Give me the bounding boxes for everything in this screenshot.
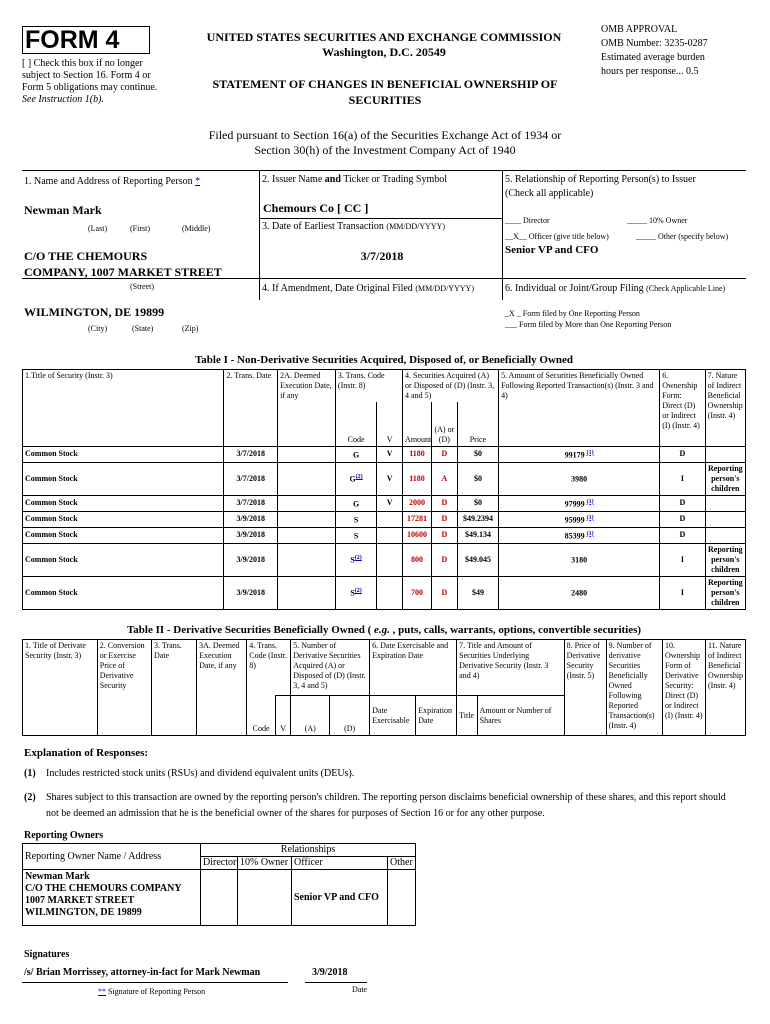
table-row (23, 576, 746, 609)
table-row (23, 527, 746, 543)
middle-label: (Middle) (182, 224, 211, 233)
t1-cell-owned (499, 527, 660, 543)
t2-s-code: Code (247, 696, 276, 736)
t1-cell-date: 3/7/2018 (224, 495, 278, 511)
t1-cell-nature: Reporting person's children (705, 576, 745, 609)
street-line-2: COMPANY, 1007 MARKET STREET (24, 265, 222, 279)
statement-title: STATEMENT OF CHANGES IN BENEFICIAL OWNERSHIP OF SECURITIES (212, 77, 558, 107)
other-option: _____ Other (specify below) (636, 232, 729, 241)
t1-cell-title: Common Stock (23, 527, 224, 543)
owner-name-address: Newman Mark C/O THE CHEMOURS COMPANY 1007 MARKET STREET WILMINGTON, DE 19899 (23, 870, 201, 926)
t1-cell-v: V (377, 446, 403, 462)
t1-cell-v: V (377, 462, 403, 495)
t1-cell-form: D (660, 446, 705, 462)
t2-s-exercisable: Date Exercisable (370, 696, 416, 736)
t1-h-ownership: 6. Ownership Form: Direct (D) or Indirect (I) (Instr. 4) (660, 370, 705, 447)
t1-cell-code (335, 462, 376, 495)
filed-pursuant: Filed pursuant to Section 16(a) of the Securities Exchange Act of 1934 or Section 30(h) of the Investment Company Act of 1940 (208, 128, 562, 157)
t1-cell-code (335, 495, 376, 511)
t1-cell-form: I (660, 576, 705, 609)
t2-h8: 8. Price of Derivative Security (Instr. 5) (564, 640, 606, 736)
t1-cell-price: $49 (457, 576, 498, 609)
owner-director-cell (201, 870, 238, 926)
first-label: (First) (130, 224, 150, 233)
t2-h6: 6. Date Exercisable and Expiration Date (370, 640, 457, 696)
earliest-date: 3/7/2018 (360, 249, 404, 263)
t1-cell-nature (705, 511, 745, 527)
signature-label: ** Signature of Reporting Person (98, 987, 206, 996)
table-row (23, 495, 746, 511)
t1-cell-owned (499, 511, 660, 527)
note-text: Includes restricted stock units (RSUs) and dividend equivalent units (DEUs). (46, 768, 355, 779)
t2-h3a: 3A. Deemed Execution Date, if any (197, 640, 247, 736)
t1-code-text: G (349, 474, 356, 484)
earliest-date-label: 3. Date of Earliest Transaction (MM/DD/YYYY) (262, 221, 446, 232)
t1-owned-footnote-link[interactable]: (1) (586, 449, 594, 456)
t1-owned-text: 85399 (564, 531, 585, 541)
street-label: (Street) (130, 282, 154, 291)
filing-label: 6. Individual or Joint/Group Filing (Check Applicable Line) (505, 283, 726, 294)
t1-cell-owned (499, 543, 660, 576)
t1-h-sub-code: Code (335, 402, 376, 446)
t1-h-code: 3. Trans. Code (Instr. 8) (335, 370, 402, 403)
t1-cell-title: Common Stock (23, 543, 224, 576)
omb-approval: OMB APPROVAL OMB Number: 3235-0287 Estimated average burden hours per response... 0.5 (601, 24, 708, 77)
table1 (22, 369, 746, 610)
t2-h3: 3. Trans. Date (152, 640, 197, 736)
form-title: FORM 4 (25, 26, 120, 54)
last-label: (Last) (88, 224, 108, 233)
t1-cell-nature: Reporting person's children (705, 543, 745, 576)
owner-h-officer: Officer (292, 857, 388, 870)
reporting-person-name: Newman Mark (24, 203, 102, 217)
name-address-label: 1. Name and Address of Reporting Person * (24, 176, 201, 187)
t1-h-sub-v: V (377, 402, 403, 446)
table-row (23, 446, 746, 462)
t1-owned-text: 97999 (564, 499, 585, 509)
t1-cell-deemed (278, 495, 336, 511)
agency-location: Washington, D.C. 20549 (322, 45, 446, 59)
t1-cell-title: Common Stock (23, 576, 224, 609)
t1-code-footnote-link[interactable]: (2) (355, 474, 363, 481)
t1-cell-deemed (278, 527, 336, 543)
t1-cell-nature (705, 495, 745, 511)
t1-cell-price: $0 (457, 495, 498, 511)
t1-cell-aord: D (431, 543, 457, 576)
t1-owned-text: 2480 (571, 588, 588, 598)
t1-cell-form: I (660, 543, 705, 576)
t1-cell-title: Common Stock (23, 495, 224, 511)
explanation-note (24, 790, 740, 822)
filing-more-persons: ___ Form filed by More than One Reporting Person (505, 320, 672, 329)
owner-h-other: Other (388, 857, 416, 870)
t2-s-v: V (275, 696, 290, 736)
owner-h-director: Director (201, 857, 238, 870)
explanation-note (24, 766, 740, 782)
t1-cell-price: $49.045 (457, 543, 498, 576)
officer-title: Senior VP and CFO (505, 244, 599, 256)
t1-cell-nature (705, 446, 745, 462)
t1-cell-owned (499, 446, 660, 462)
ten-percent-option: _____ 10% Owner (627, 216, 688, 225)
t1-owned-text: 3180 (571, 555, 588, 565)
t1-owned-text: 95999 (564, 515, 585, 525)
table2-title: Table II - Derivative Securities Beneficially Owned ( e.g. , puts, calls, warrants, options, convertible securities) (126, 624, 642, 636)
t1-cell-date: 3/9/2018 (224, 527, 278, 543)
t2-h7: 7. Title and Amount of Securities Underlying Derivative Security (Instr. 3 and 4) (457, 640, 565, 696)
t2-h9: 9. Number of derivative Securities Beneficially Owned Following Reported Transaction(s) (Instr. 4) (606, 640, 662, 736)
name-address-footnote-link[interactable]: * (195, 176, 201, 187)
t1-cell-code (335, 543, 376, 576)
no-longer-subject-checkbox[interactable]: [ ] Check this box if no longer subject to Section 16. Form 4 or Form 5 obligations may continue. See Instruction 1(b). (22, 58, 158, 105)
explanation-heading: Explanation of Responses: (24, 747, 149, 759)
t1-cell-title: Common Stock (23, 462, 224, 495)
t1-cell-aord: D (431, 495, 457, 511)
t1-cell-v (377, 543, 403, 576)
t1-h-sub-price: Price (457, 402, 498, 446)
owner-h-ten: 10% Owner (238, 857, 292, 870)
t1-owned-footnote-link[interactable]: (1) (586, 514, 594, 521)
t1-cell-price: $0 (457, 446, 498, 462)
t1-cell-title: Common Stock (23, 446, 224, 462)
t1-cell-code (335, 446, 376, 462)
t1-cell-deemed (278, 446, 336, 462)
agency-name: UNITED STATES SECURITIES AND EXCHANGE COMMISSION (206, 30, 562, 44)
t1-cell-date: 3/9/2018 (224, 576, 278, 609)
t1-cell-price: $49.2394 (457, 511, 498, 527)
t1-owned-footnote-link[interactable]: (1) (586, 530, 594, 537)
t1-cell-amount: 17281 (403, 511, 432, 527)
signature-date: 3/9/2018 (312, 967, 348, 978)
t1-cell-owned (499, 462, 660, 495)
t2-s-expiration: Expiration Date (416, 696, 457, 736)
officer-option: __X__ Officer (give title below) (505, 232, 609, 241)
t1-h-acquired: 4. Securities Acquired (A) or Disposed of (D) (Instr. 3, 4 and 5) (403, 370, 499, 403)
owner-ten-cell (238, 870, 292, 926)
t1-cell-date: 3/7/2018 (224, 446, 278, 462)
street-line-1: C/O THE CHEMOURS (24, 249, 148, 263)
t1-h-sub-amount: Amount (403, 402, 432, 446)
owner-h-name: Reporting Owner Name / Address (23, 844, 201, 870)
t1-code-footnote-link[interactable]: (2) (354, 555, 362, 562)
issuer-label: 2. Issuer Name and Ticker or Trading Symbol (262, 174, 448, 185)
t1-code-text: S (350, 588, 355, 598)
city-label: (City) (88, 324, 108, 333)
owner-h-relationships: Relationships (201, 844, 416, 857)
t1-code-text: G (352, 450, 360, 460)
t1-code-footnote-link[interactable]: (2) (354, 588, 362, 595)
t1-cell-amount: 800 (403, 543, 432, 576)
t1-cell-deemed (278, 543, 336, 576)
t1-cell-amount: 1180 (403, 462, 432, 495)
t1-cell-amount: 2000 (403, 495, 432, 511)
date-label: Date (352, 985, 368, 994)
t1-cell-aord: D (431, 527, 457, 543)
table2 (22, 639, 746, 736)
t2-s-a: (A) (291, 696, 330, 736)
t2-h10: 10. Ownership Form of Derivative Security: Direct (D) or Indirect (I) (Instr. 4) (662, 640, 705, 736)
t2-h1: 1. Title of Derivate Security (Instr. 3) (23, 640, 98, 736)
signature-footnote-link[interactable]: ** (98, 987, 106, 996)
t1-owned-text: 99179 (564, 450, 585, 460)
t2-h5: 5. Number of Derivative Securities Acquired (A) or Disposed of (D) (Instr. 3, 4 and 5) (291, 640, 370, 696)
signer-name: /s/ Brian Morrissey, attorney-in-fact for Mark Newman (24, 967, 261, 978)
signatures-heading: Signatures (24, 949, 70, 960)
note-number: (1) (24, 768, 36, 779)
note-number: (2) (24, 792, 36, 803)
t1-cell-v (377, 511, 403, 527)
filing-one-person: _X _ Form filed by One Reporting Person (505, 309, 640, 318)
t1-code-text: S (350, 555, 355, 565)
state-label: (State) (132, 324, 154, 333)
director-option: ____ Director (505, 216, 550, 225)
note-text: Shares subject to this transaction are owned by the reporting person's children. The reporting person disclaims beneficial ownership of these shares, and this report should not be deemed an admission that he is the beneficial owner of the shares for purposes of Section 16 or for any other purpose. (46, 792, 726, 819)
t1-cell-form: D (660, 511, 705, 527)
t1-cell-title: Common Stock (23, 511, 224, 527)
t2-h4: 4. Trans. Code (Instr. 8) (247, 640, 291, 696)
zip-label: (Zip) (182, 324, 199, 333)
city-state-zip: WILMINGTON, DE 19899 (24, 305, 165, 319)
t1-cell-code (335, 576, 376, 609)
t1-cell-aord: D (431, 446, 457, 462)
reporting-owners-table (22, 843, 416, 926)
t1-cell-nature: Reporting person's children (705, 462, 745, 495)
t1-cell-v (377, 527, 403, 543)
table1-title: Table I - Non-Derivative Securities Acquired, Disposed of, or Beneficially Owned (194, 354, 574, 366)
t1-cell-amount: 10600 (403, 527, 432, 543)
t1-h-date: 2. Trans. Date (224, 370, 278, 447)
t1-owned-text: 3980 (571, 474, 588, 484)
t1-cell-form: D (660, 495, 705, 511)
t1-cell-price: $0 (457, 462, 498, 495)
t2-s-title: Title (457, 696, 477, 736)
owner-officer-cell: Senior VP and CFO (292, 870, 388, 926)
t1-h-title: 1.Title of Security (Instr. 3) (23, 370, 224, 447)
t2-s-amount: Amount or Number of Shares (477, 696, 564, 736)
table-row (23, 462, 746, 495)
amendment-label: 4. If Amendment, Date Original Filed (MM/DD/YYYY) (262, 283, 474, 294)
t1-cell-deemed (278, 511, 336, 527)
t1-cell-aord: D (431, 511, 457, 527)
table-row (23, 511, 746, 527)
t1-owned-footnote-link[interactable]: (1) (586, 498, 594, 505)
reporting-owners-heading: Reporting Owners (24, 830, 104, 841)
t2-h11: 11. Nature of Indirect Beneficial Ownership (Instr. 4) (705, 640, 745, 736)
t1-h-owned: 5. Amount of Securities Beneficially Owned Following Reported Transaction(s) (Instr. 3 and 4) (499, 370, 660, 447)
t1-code-text: G (352, 499, 360, 509)
t1-h-deemed: 2A. Deemed Execution Date, if any (278, 370, 336, 447)
table-row (23, 543, 746, 576)
t2-h2: 2. Conversion or Exercise Price of Derivative Security (97, 640, 151, 736)
form-title-box (22, 26, 150, 54)
t1-cell-amount: 1180 (403, 446, 432, 462)
t1-cell-code (335, 511, 376, 527)
t1-cell-form: D (660, 527, 705, 543)
t1-cell-date: 3/7/2018 (224, 462, 278, 495)
t1-cell-price: $49.134 (457, 527, 498, 543)
t1-cell-owned (499, 495, 660, 511)
t1-cell-owned (499, 576, 660, 609)
t1-cell-nature (705, 527, 745, 543)
t1-cell-deemed (278, 576, 336, 609)
t1-cell-v (377, 576, 403, 609)
t1-h-nature: 7. Nature of Indirect Beneficial Ownership (Instr. 4) (705, 370, 745, 447)
issuer-name: Chemours Co [ CC ] (263, 201, 369, 215)
t1-cell-deemed (278, 462, 336, 495)
relationship-label: 5. Relationship of Reporting Person(s) to Issuer (Check all applicable) (505, 174, 696, 199)
t1-cell-aord: D (431, 576, 457, 609)
owner-other-cell (388, 870, 416, 926)
t1-code-text: S (353, 531, 359, 541)
t1-cell-date: 3/9/2018 (224, 543, 278, 576)
t1-cell-v: V (377, 495, 403, 511)
t1-cell-code (335, 527, 376, 543)
t1-cell-aord: A (431, 462, 457, 495)
t1-cell-date: 3/9/2018 (224, 511, 278, 527)
explanation-notes (24, 766, 740, 830)
t1-cell-amount: 700 (403, 576, 432, 609)
t1-code-text: S (353, 515, 359, 525)
t1-cell-form: I (660, 462, 705, 495)
t1-h-sub-aord: (A) or (D) (431, 402, 457, 446)
t2-s-d: (D) (330, 696, 370, 736)
